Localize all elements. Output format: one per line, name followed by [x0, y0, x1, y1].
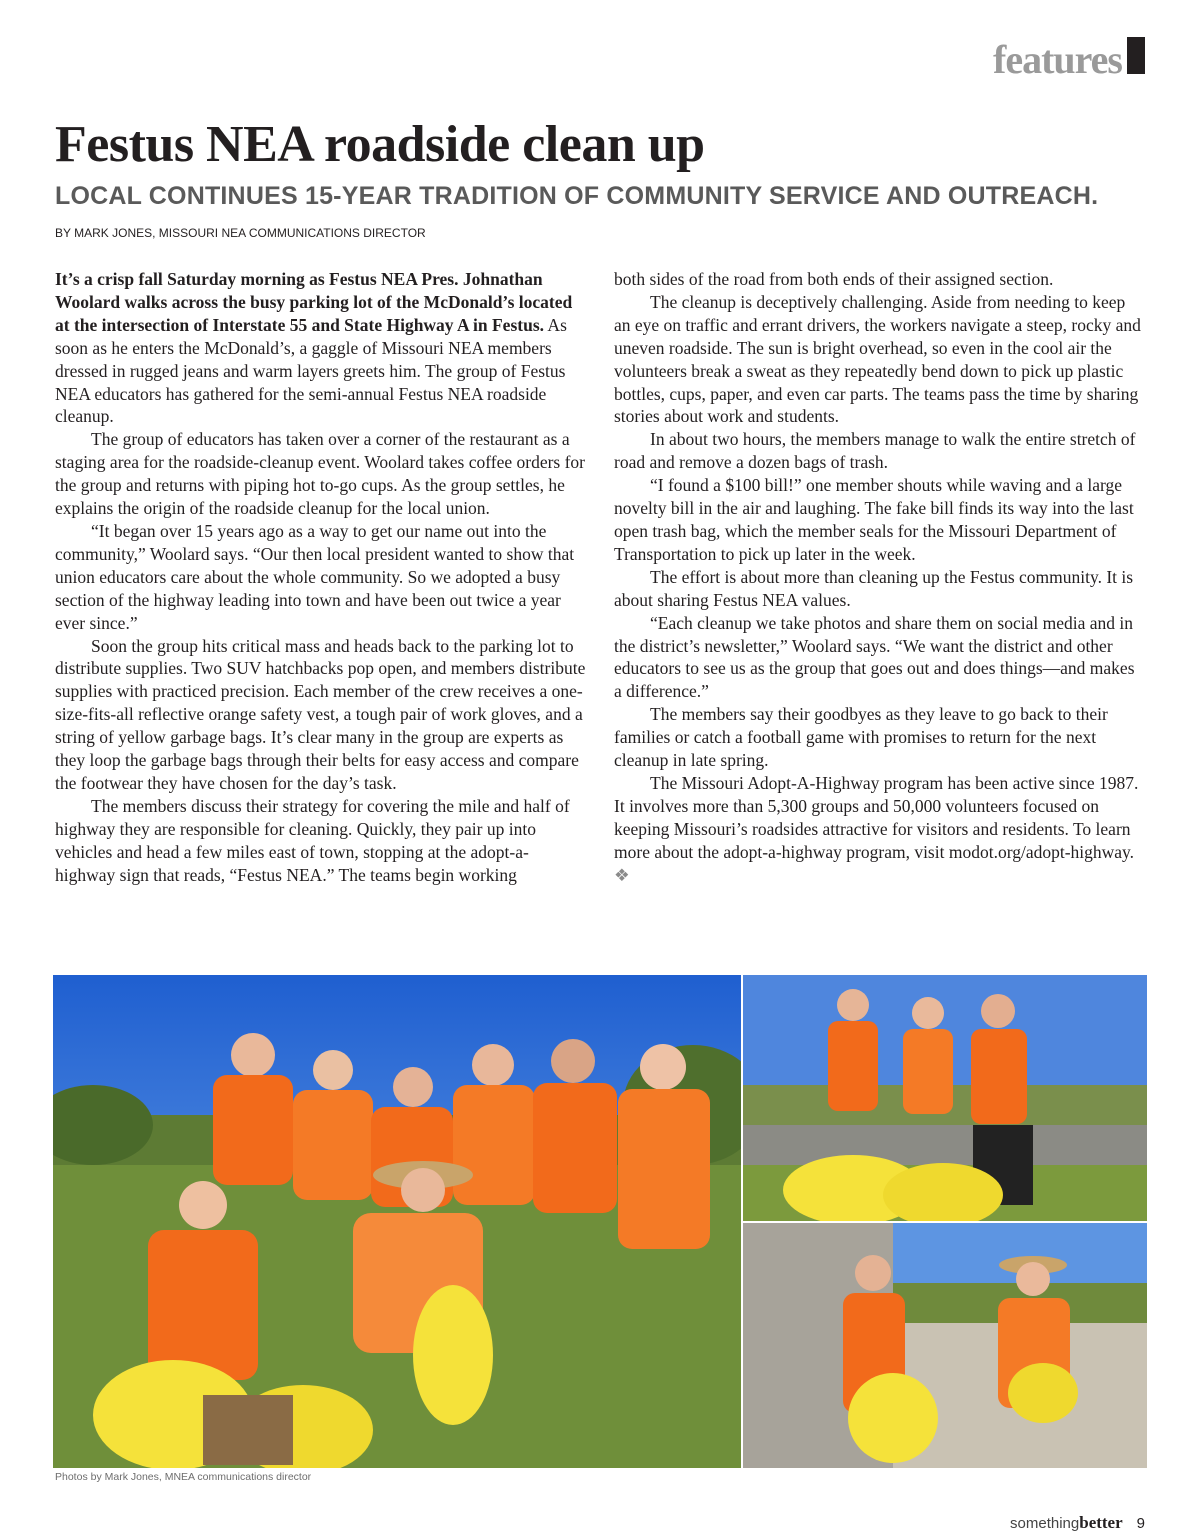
- photo-caption: Photos by Mark Jones, MNEA communications director: [55, 1471, 312, 1483]
- group-photo: [53, 975, 741, 1468]
- byline: BY MARK JONES, MISSOURI NEA COMMUNICATIONS DIRECTOR: [55, 226, 426, 240]
- closing-paragraph: [614, 772, 1146, 887]
- continuation-paragraph: both sides of the road from both ends of their assigned section.: [614, 269, 1054, 289]
- section-label: features: [993, 37, 1122, 82]
- lead-paragraph: [55, 268, 589, 428]
- bag-carriers-photo: [743, 1223, 1147, 1468]
- article-column-left: [55, 268, 589, 886]
- body-paragraph: In about two hours, the members manage to walk the entire stretch of road and remove a dozen bags of trash.: [614, 429, 1136, 473]
- page-number: 9: [1136, 1515, 1145, 1532]
- body-paragraph: “Each cleanup we take photos and share them on social media and in the district’s newsletter,” Woolard says. “We want the district and other educators to see us as the group that goes out and does things—and makes a difference.”: [614, 612, 1135, 702]
- lead-rest: As soon as he enters the McDonald’s, a gaggle of Missouri NEA members dressed in rugged jeans and warm layers greets him. The group of Festus NEA educators has gathered for the semi-annual Festus NEA roadside cleanup.: [55, 314, 567, 427]
- footer-brand-bold: better: [1079, 1513, 1123, 1532]
- closing-text: The Missouri Adopt-A-Highway program has been active since 1987. It involves more than 5,300 groups and 50,000 volunteers focused on keeping Missouri’s roadsides attractive for visitors and residents. To learn more about the adopt-a-highway program, visit modot.org/adopt-highway.: [614, 772, 1139, 862]
- body-paragraph: The members say their goodbyes as they leave to go back to their families or catch a football game with promises to return for the next cleanup in late spring.: [614, 704, 1108, 771]
- section-bar: [1127, 37, 1145, 74]
- lead-bold: It’s a crisp fall Saturday morning as Festus NEA Pres. Johnathan Woolard walks across the busy parking lot of the McDonald’s located at the intersection of Interstate 55 and State Highway A in Festus.: [55, 269, 573, 335]
- page-footer: [1010, 1513, 1145, 1534]
- end-mark-icon: ❖: [614, 864, 630, 885]
- roadside-group-photo: [743, 975, 1147, 1221]
- article-column-right: [614, 268, 1146, 886]
- body-paragraph: The group of educators has taken over a corner of the restaurant as a staging area for the roadside-cleanup event. Woolard takes coffee orders for the group and returns with piping hot to-go cups. As the group settles, he explains the origin of the roadside cleanup for the local union.: [55, 429, 586, 519]
- body-paragraph: “It began over 15 years ago as a way to get our name out into the community,” Woolard says. “Our then local president wanted to show that union educators care about the whole community. So we adopted a busy section of the highway leading into town and have been out twice a year ever since.”: [55, 520, 575, 633]
- body-paragraph: The members discuss their strategy for covering the mile and half of highway they are responsible for cleaning. Quickly, they pair up into vehicles and head a few miles east of town, stopping at the adopt-a-highway sign that reads, “Festus NEA.” The teams begin working: [55, 795, 570, 885]
- body-paragraph: “I found a $100 bill!” one member shouts while waving and a large novelty bill in the air and laughing. The fake bill finds its way into the last open trash bag, which the member seals for the Missouri Department of Transportation to pick up later in the week.: [614, 475, 1134, 564]
- footer-brand-light: something: [1010, 1515, 1080, 1532]
- body-paragraph: The cleanup is deceptively challenging. Aside from needing to keep an eye on traffic and errant drivers, the workers navigate a steep, rocky and uneven roadside. The sun is bright overhead, so even in the cool air the volunteers break a sweat as they repeatedly bend down to pick up plastic bottles, cups, paper, and even car parts. The teams pass the time by sharing stories about work and students.: [614, 291, 1141, 427]
- subhead: LOCAL CONTINUES 15-YEAR TRADITION OF COMMUNITY SERVICE AND OUTREACH.: [55, 182, 1099, 210]
- headline: Festus NEA roadside clean up: [55, 116, 705, 173]
- body-paragraph: The effort is about more than cleaning up the Festus community. It is about sharing Festus NEA values.: [614, 566, 1134, 610]
- body-paragraph: Soon the group hits critical mass and heads back to the parking lot to distribute supplies. Two SUV hatchbacks pop open, and members distribute supplies with practiced precision. Each member of the crew receives a one-size-fits-all reflective orange safety vest, a tough pair of work gloves, and a string of yellow garbage bags. It’s clear many in the group are experts as they loop the garbage bags through their belts for easy access and compare the footwear they have chosen for the day’s task.: [55, 635, 586, 793]
